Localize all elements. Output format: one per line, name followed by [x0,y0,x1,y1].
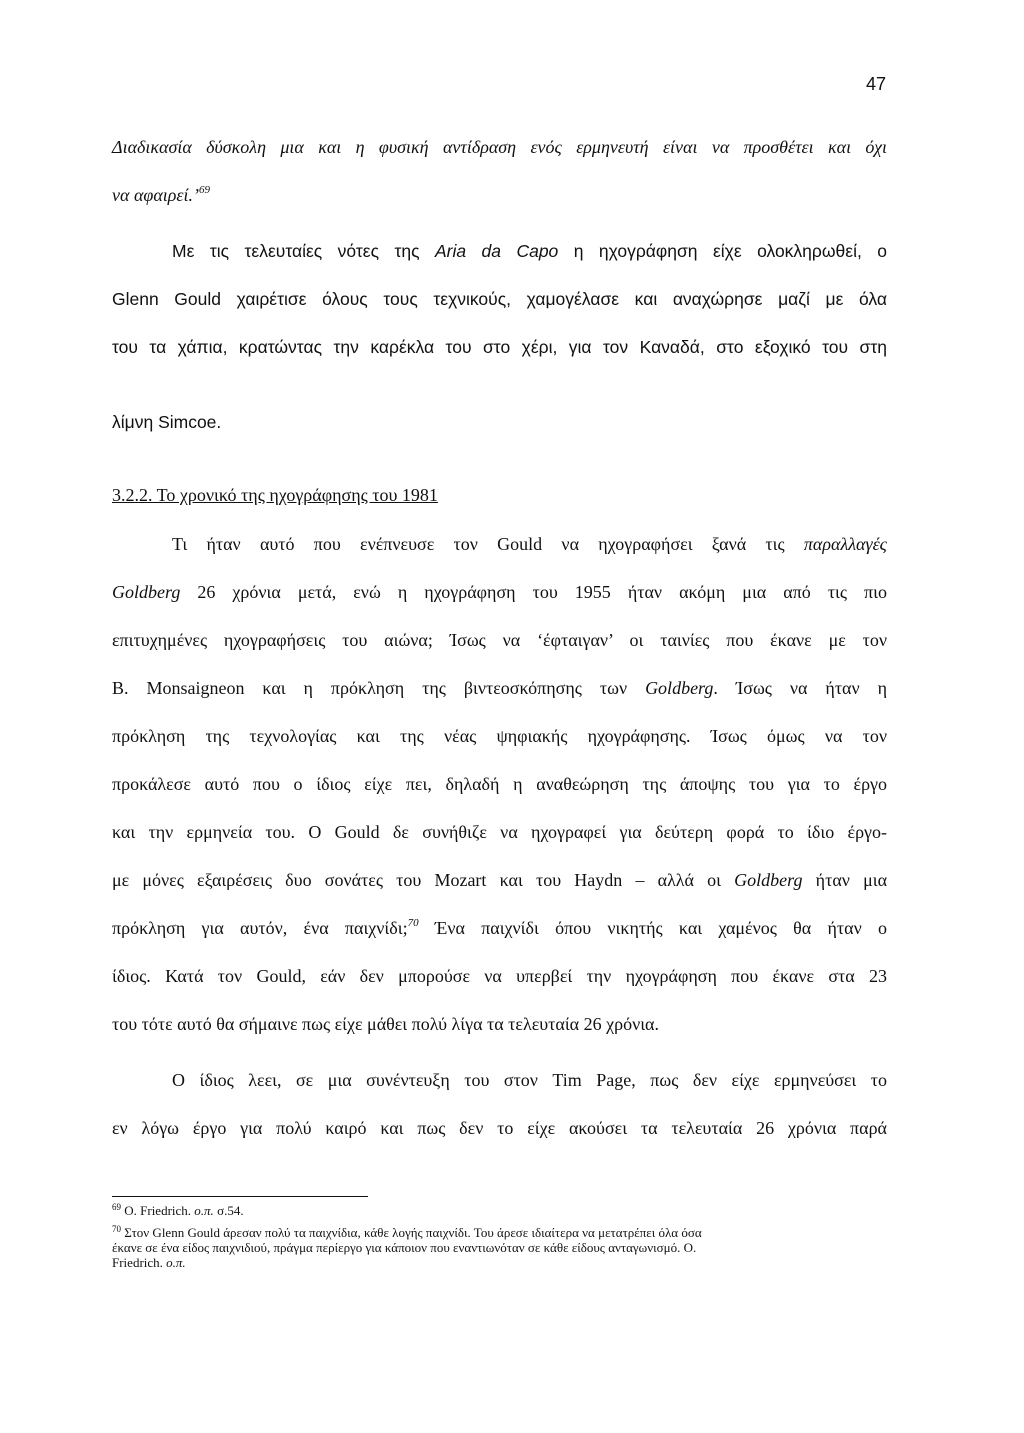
footnote-70-line-1-text: Στον Glenn Gould άρεσαν πολύ τα παιχνίδια, κάθε λογής παιχνίδι. Του άρεσε ιδιαίτερα να μετατρέπει όλα όσα [121,1225,702,1240]
goldberg-title-1: Goldberg [112,582,181,602]
footnote-70-number: 70 [112,1224,121,1234]
para3-line-1: Ο ίδιος λεει, σε μια συνέντευξη του στον Tim Page, πως δεν είχε ερμηνεύσει το [172,1070,887,1090]
para2-line-1-text: Τι ήταν αυτό που ενέπνευσε τον Gould να ηχογραφήσει ξανά τις [172,534,804,554]
footnote-70 [112,1225,887,1270]
para1-line-1-text: Με τις τελευταίες νότες της [172,241,435,261]
page-number: 47 [866,74,887,94]
aria-da-capo-title: Aria da Capo [435,241,559,261]
para2-line-6: προκάλεσε αυτό που ο ίδιος είχε πει, δηλαδή η αναθεώρηση της άποψης του για το έργο [112,774,887,794]
para2-line-4-text: B. Monsaigneon και η πρόκληση της βιντεοσκόπησης των [112,678,646,698]
footnote-ref-69: 69 [199,184,211,196]
para1-line-1-end: η ηχογράφηση είχε ολοκληρωθεί, ο [558,241,887,261]
para1-line-4: λίμνη Simcoe. [112,412,222,432]
para2-line-8 [112,868,887,892]
footnote-69-page: σ.54. [213,1203,244,1218]
section-heading: 3.2.2. Το χρονικό της ηχογράφησης του 1981 [112,485,438,505]
quote-line-2 [112,183,887,207]
para2-line-2 [112,580,887,604]
para3-line-2: εν λόγω έργο για πολύ καιρό και πως δεν το είχε ακούσει τα τελευταία 26 χρόνια παρά [112,1118,887,1138]
para2-line-2-text: 26 χρόνια μετά, ενώ η ηχογράφηση του 1955 ήταν ακόμη μια από τις πιο [180,582,887,602]
para2-line-5: πρόκληση της τεχνολογίας και της νέας ψηφιακής ηχογράφησης. Ίσως όμως να τον [112,726,887,746]
footnote-69 [112,1203,887,1218]
para2-line-7: και την ερμηνεία του. Ο Gould δε συνήθιζε να ηχογραφεί για δεύτερη φορά το ίδιο έργο- [112,822,887,842]
para2-line-8-text: με μόνες εξαιρέσεις δυο σονάτες του Mozart και του Haydn – αλλά οι [112,870,735,890]
para2-line-9-end: Ένα παιχνίδι όπου νικητής και χαμένος θα ήταν ο [418,918,887,938]
para2-line-11: του τότε αυτό θα σήμαινε πως είχε μάθει πολύ λίγα τα τελευταία 26 χρόνια. [112,1014,659,1034]
quote-line-2-text: να αφαιρεί.’ [112,185,200,205]
footnote-70-line-3-text: Friedrich. [112,1255,167,1270]
quote-line-1: Διαδικασία δύσκολη μια και η φυσική αντίδραση ενός ερμηνευτή είναι να προσθέτει και όχι [112,137,887,157]
footnote-separator [112,1196,368,1197]
footnote-70-op-cit: ο.π. [166,1255,186,1270]
para1-line-2: Glenn Gould χαιρέτισε όλους τους τεχνικούς, χαμογέλασε και αναχώρησε μαζί με όλα [112,289,887,309]
footnote-ref-70: 70 [407,917,419,929]
para1-line-3: του τα χάπια, κρατώντας την καρέκλα του στο χέρι, για τον Καναδά, στο εξοχικό του στη [112,337,887,357]
footnote-69-number: 69 [112,1202,121,1212]
goldberg-title-3: Goldberg [734,870,803,890]
para2-line-10: ίδιος. Κατά τον Gould, εάν δεν μπορούσε να υπερβεί την ηχογράφηση που έκανε στα 23 [112,966,887,986]
para2-line-1 [172,532,887,556]
para2-italic-variations: παραλλαγές [803,534,887,554]
footnote-70-line-2: έκανε σε ένα είδος παιχνιδιού, πράγμα περίεργο για κάποιον που εναντιωνόταν σε κάθε είδους ανταγωνισμό. Ο. [112,1240,697,1255]
footnote-70-line-3 [112,1255,887,1270]
para2-line-4-end: . Ίσως να ήταν η [713,678,888,698]
para2-line-3: επιτυχημένες ηχογραφήσεις του αιώνα; Ίσως να ‘έφταιγαν’ οι ταινίες που έκανε με τον [112,630,887,650]
para2-line-9-text: πρόκληση για αυτόν, ένα παιχνίδι; [112,918,408,938]
para1-line-1 [172,239,887,263]
footnote-69-text: O. Friedrich. [121,1203,195,1218]
goldberg-title-2: Goldberg [645,678,714,698]
para2-line-8-end: ήταν μια [802,870,887,890]
para2-line-9 [112,916,887,940]
para2-line-4 [112,676,887,700]
footnote-70-line-1 [112,1225,887,1240]
footnote-69-op-cit: ο.π. [194,1203,214,1218]
